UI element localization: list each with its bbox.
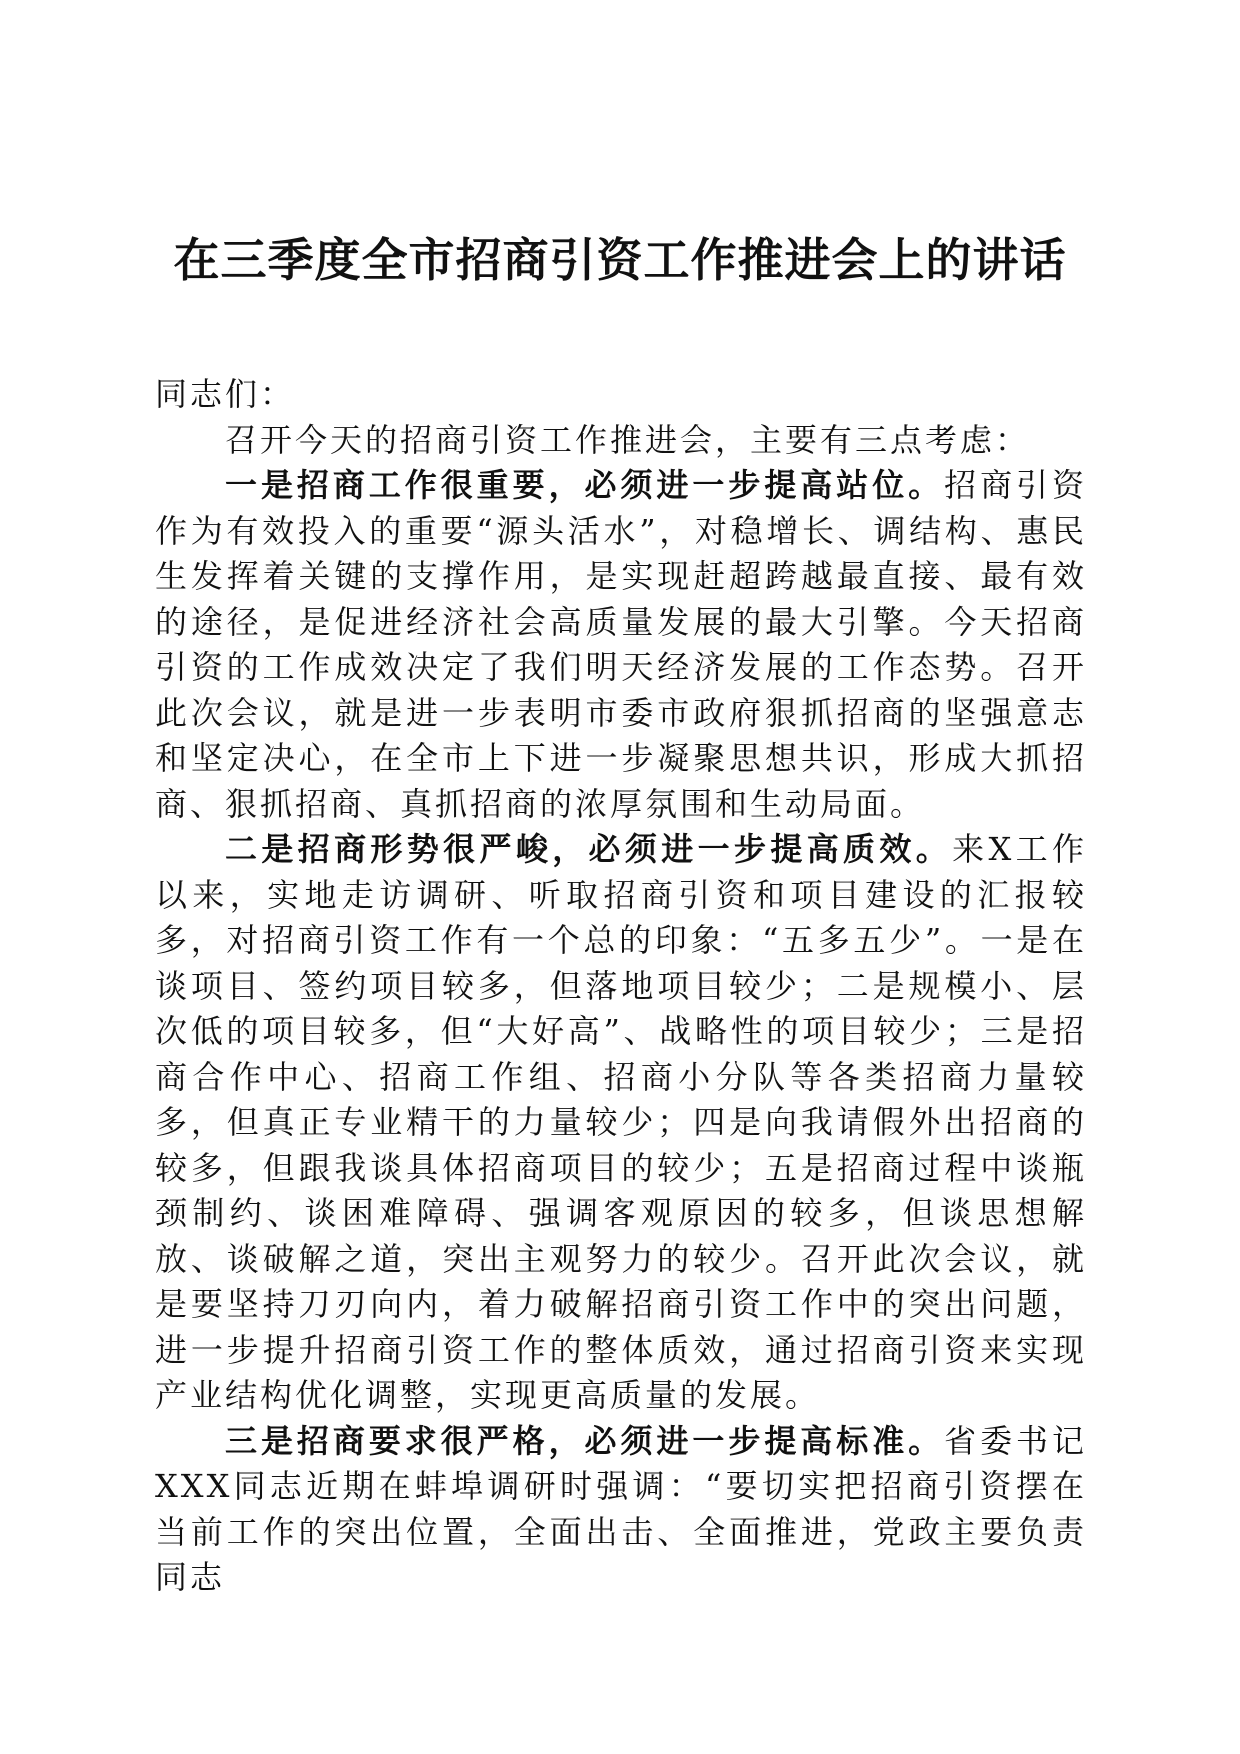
salutation: 同志们：	[155, 375, 296, 413]
point-text-1: 招商引资作为有效投入的重要“源头活水”，对稳增长、调结构、惠民生发挥着关键的支撑作用，是实现赶超跨越最直接、最有效的途径，是促进经济社会高质量发展的最大引擎。今天招商引资的工作成效决定了我们明天经济发展的工作态势。召开此次会议，就是进一步表明市委市政府狠抓招商的坚强意志和坚定决心，在全市上下进一步凝聚思想共识，形成大抓招商、狠抓招商、真抓招商的浓厚氛围和生动局面。	[155, 466, 1087, 823]
point-lead-1: 一是招商工作很重要，必须进一步提高站位。	[225, 466, 945, 504]
point-lead-3: 三是招商要求很严格，必须进一步提高标准。	[225, 1421, 945, 1460]
point-paragraph-3	[155, 1419, 1087, 1601]
point-paragraph-1	[155, 463, 1087, 827]
intro-paragraph: 召开今天的招商引资工作推进会，主要有三点考虑：	[225, 420, 1031, 459]
point-text-3: 省委书记XXX同志近期在蚌埠调研时强调：“要切实把招商引资摆在当前工作的突出位置，全面出击、全面推进，党政主要负责同志	[155, 1421, 1087, 1596]
point-text-2: 来X工作以来，实地走访调研、听取招商引资和项目建设的汇报较多，对招商引资工作有一个总的印象：“五多五少”。一是在谈项目、签约项目较多，但落地项目较少；二是规模小、层次低的项目较多，但“大好高”、战略性的项目较少；三是招商合作中心、招商工作组、招商小分队等各类招商力量较多，但真正专业精干的力量较少；四是向我请假外出招商的较多，但跟我谈具体招商项目的较少；五是招商过程中谈瓶颈制约、谈困难障碍、强调客观原因的较多，但谈思想解放、谈破解之道，突出主观努力的较少。召开此次会议，就是要坚持刀刃向内，着力破解招商引资工作中的突出问题，进一步提升招商引资工作的整体质效，通过招商引资来实现产业结构优化调整，实现更高质量的发展。	[155, 830, 1087, 1414]
document-body	[155, 372, 1087, 1601]
point-paragraph-2	[155, 827, 1087, 1419]
document-title: 在三季度全市招商引资工作推进会上的讲话	[173, 233, 1067, 287]
point-lead-2: 二是招商形势很严峻，必须进一步提高质效。	[225, 830, 953, 868]
